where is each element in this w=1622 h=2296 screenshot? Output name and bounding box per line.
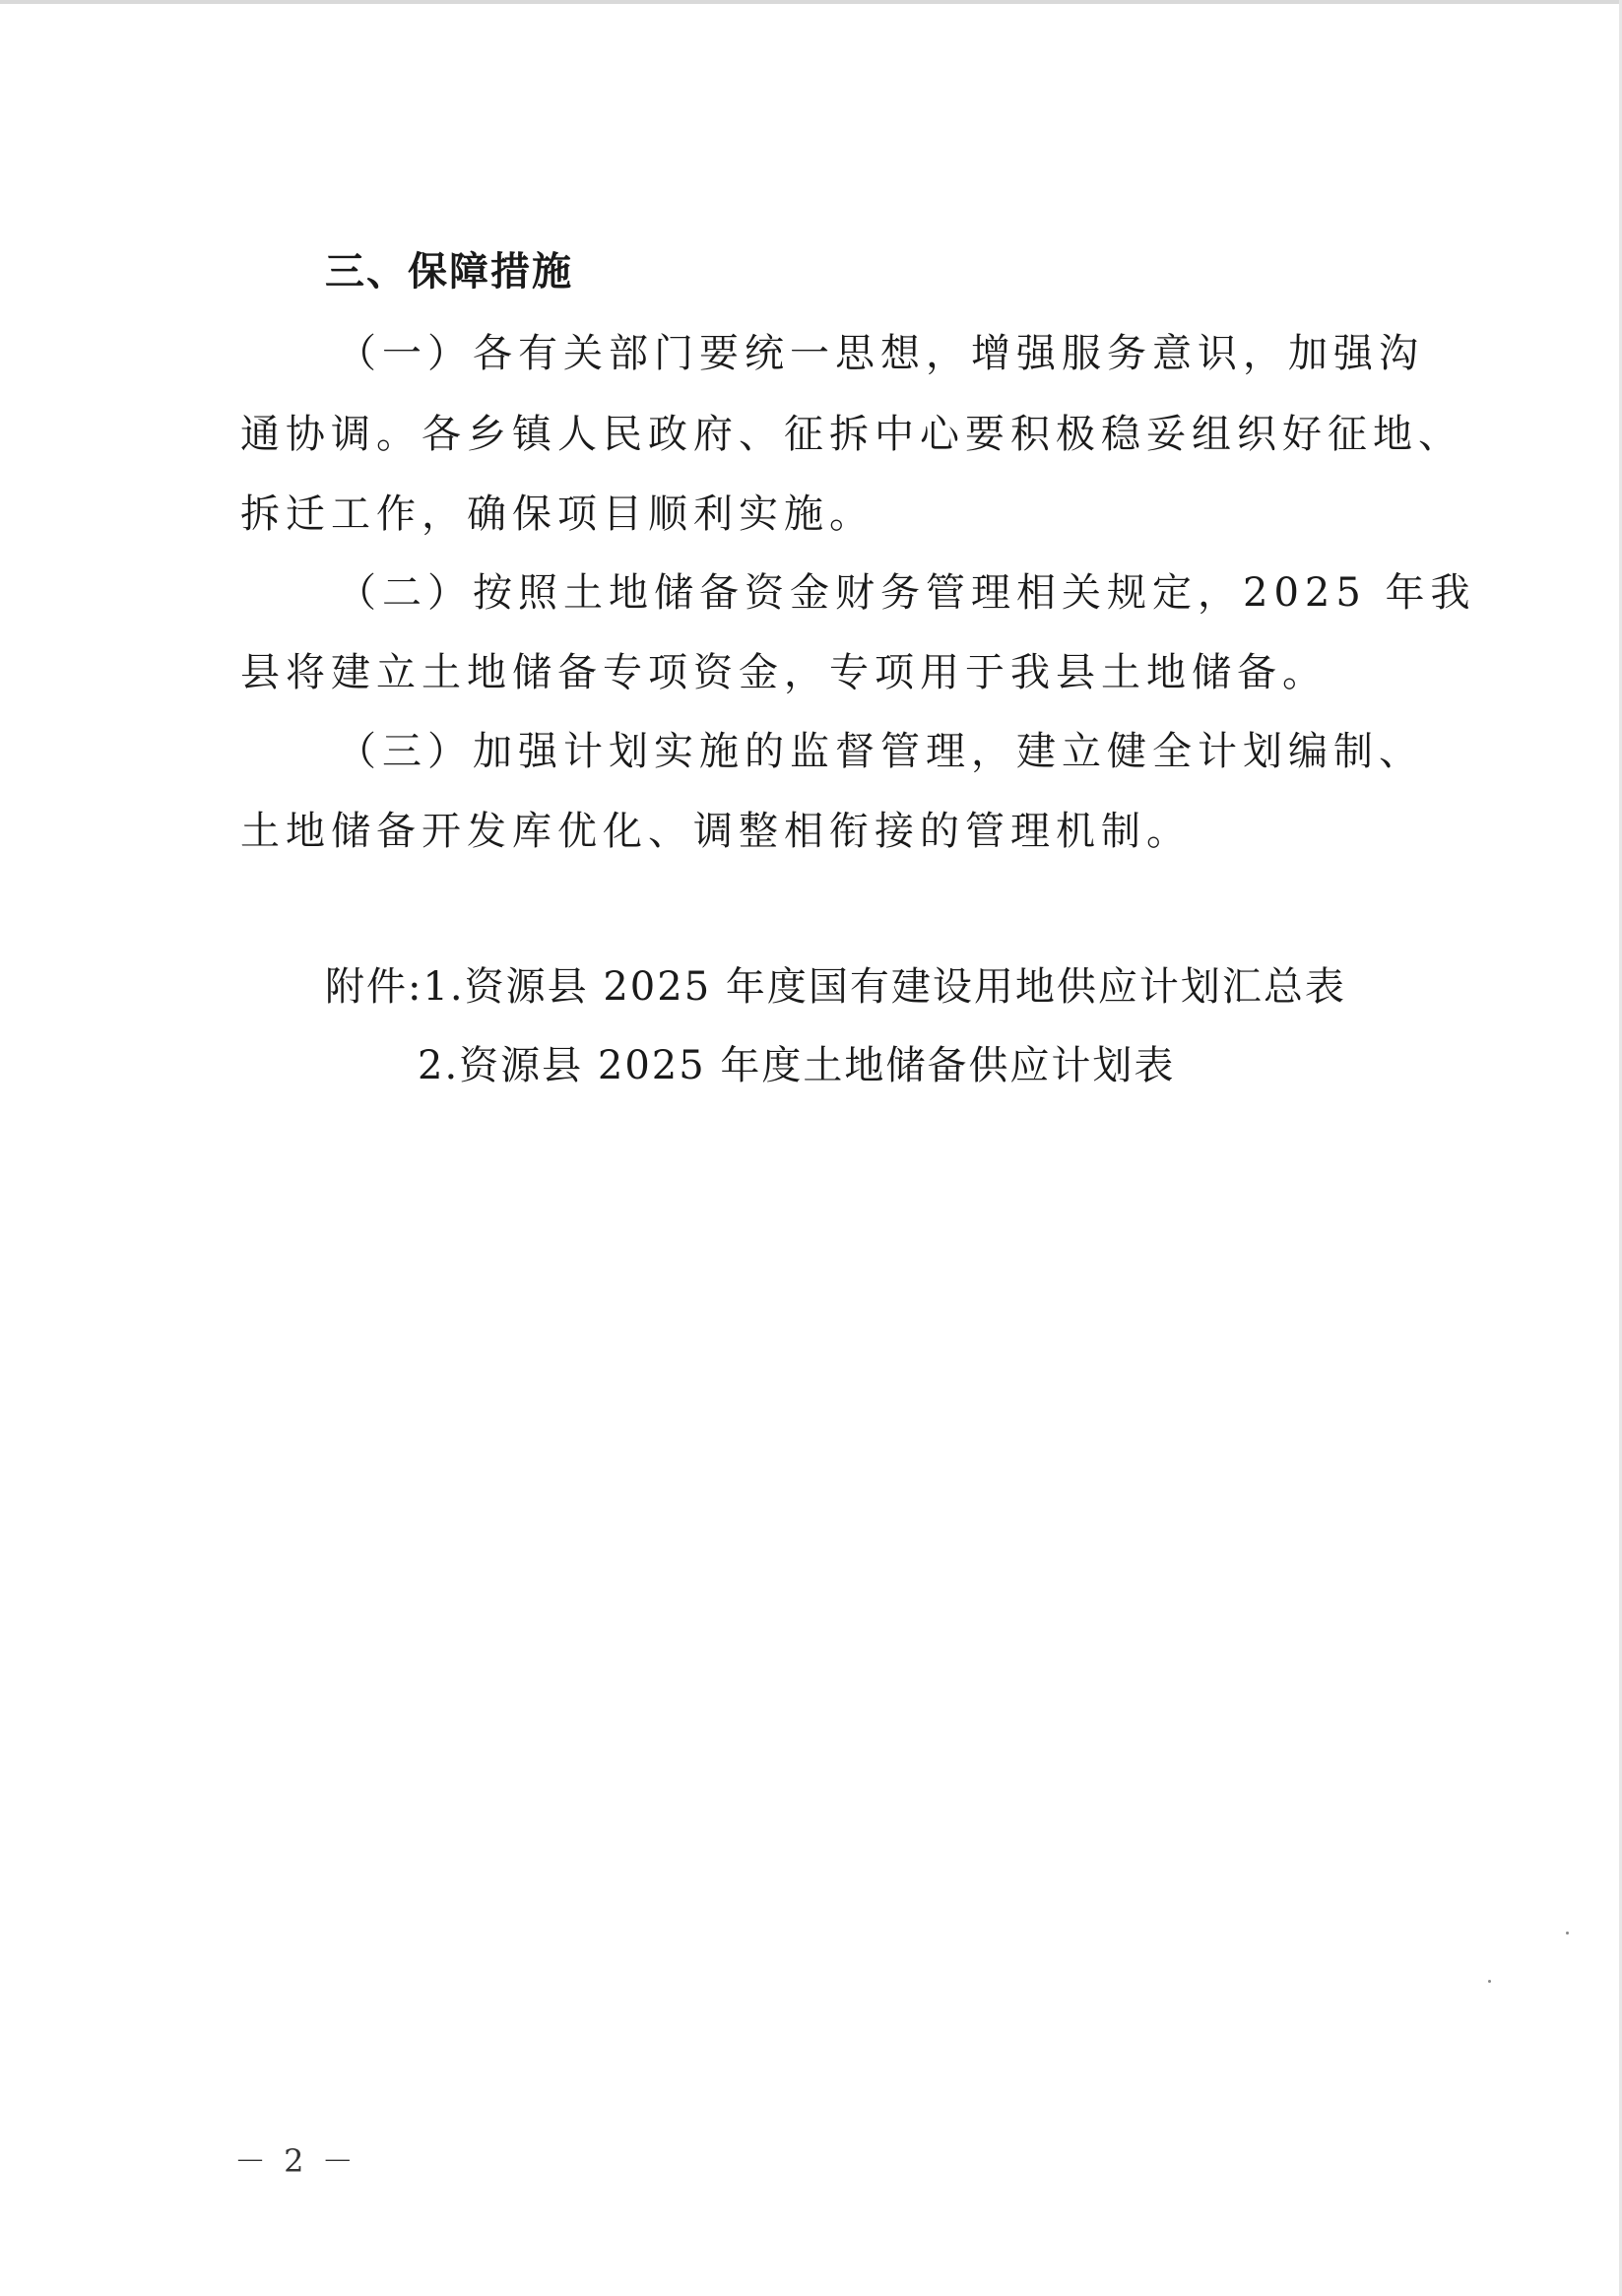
scan-edge-top	[0, 0, 1622, 4]
paragraph-1-line-2: 通协调。各乡镇人民政府、征拆中心要积极稳妥组织好征地、	[240, 412, 1463, 457]
paragraph-3-line-2: 土地储备开发库优化、调整相衔接的管理机制。	[240, 809, 1192, 854]
paragraph-1-line-1: （一）各有关部门要统一思想，增强服务意识，加强沟	[337, 331, 1424, 376]
scan-speck	[1566, 1932, 1569, 1935]
attachment-1: 附件:1.资源县 2025 年度国有建设用地供应计划汇总表	[325, 964, 1346, 1010]
paragraph-2-line-2: 县将建立土地储备专项资金，专项用于我县土地储备。	[240, 650, 1328, 695]
paragraph-3-line-1: （三）加强计划实施的监督管理，建立健全计划编制、	[337, 729, 1424, 774]
paragraph-2-line-1: （二）按照土地储备资金财务管理相关规定，2025 年我	[337, 570, 1476, 616]
section-heading: 三、保障措施	[325, 249, 573, 295]
scan-speck	[1488, 1980, 1491, 1983]
attachment-2: 2.资源县 2025 年度土地储备供应计划表	[418, 1043, 1176, 1088]
page-number: － 2 －	[234, 2142, 357, 2180]
paragraph-1-line-3: 拆迁工作，确保项目顺利实施。	[240, 492, 875, 537]
